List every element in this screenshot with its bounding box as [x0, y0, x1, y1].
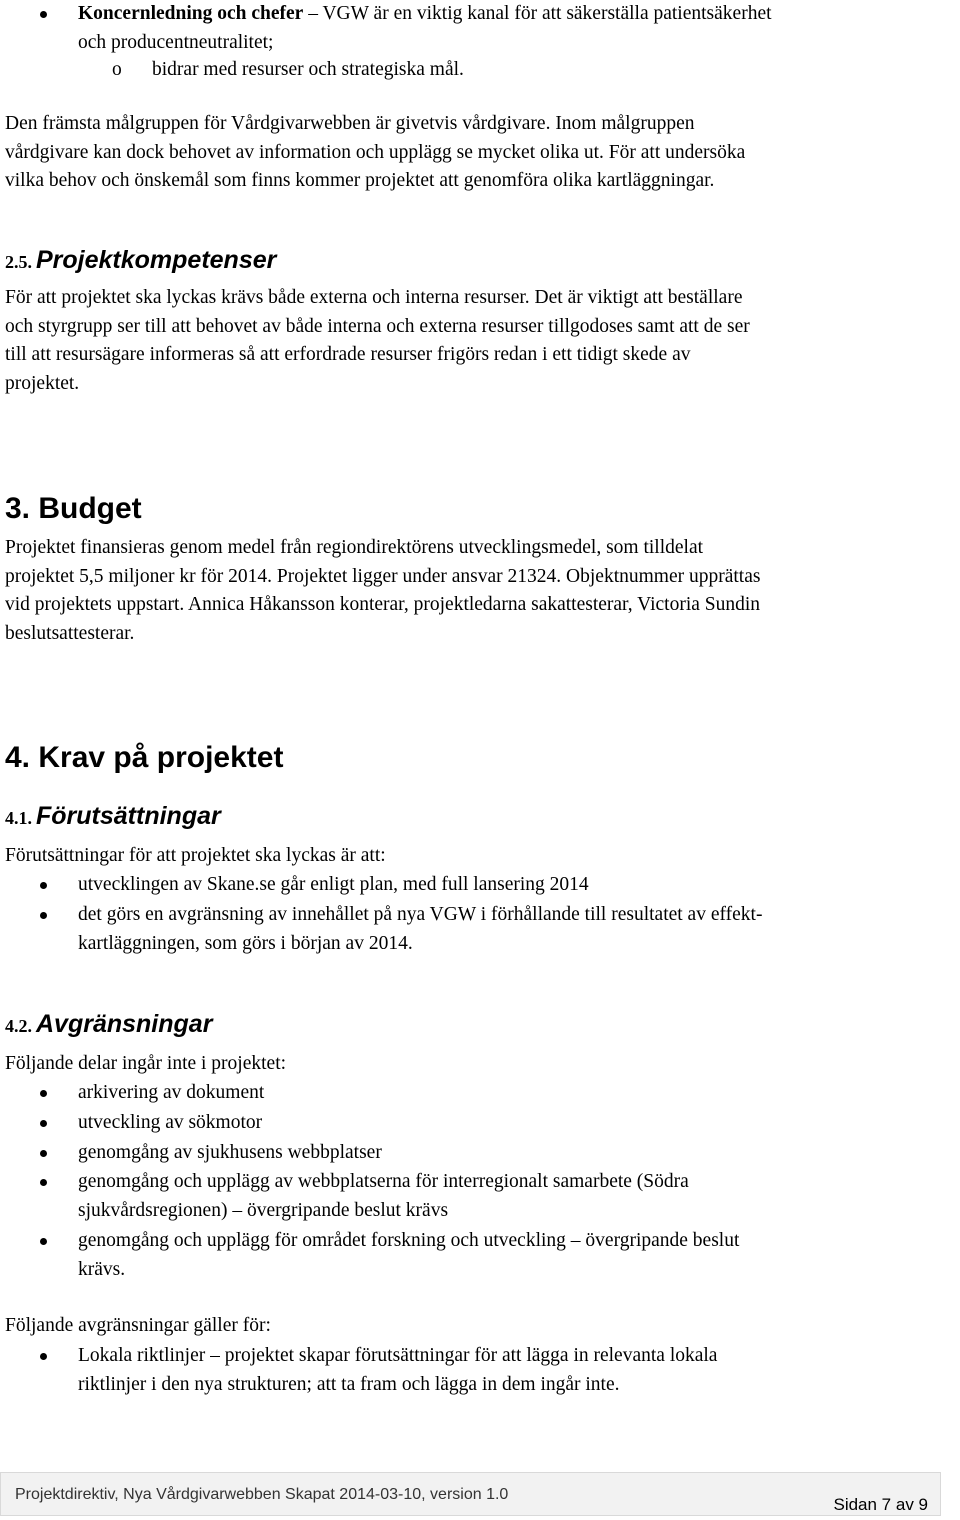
paragraph-line: Den främsta målgruppen för Vårdgivarwebben är givetvis vårdgivare. Inom målgruppen [5, 113, 695, 134]
section-heading-3: 3. Budget [5, 492, 142, 525]
footer-document-info: Projektdirektiv, Nya Vårdgivarwebben Skapat 2014-03-10, version 1.0 [15, 1486, 509, 1503]
bullet-icon [40, 882, 47, 889]
page-footer [0, 1472, 941, 1516]
bullet-text: genomgång och upplägg för området forskning och utveckling – övergripande beslut [78, 1230, 740, 1251]
bullet-text: arkivering av dokument [78, 1082, 265, 1103]
heading-number: 4.2. [5, 1016, 32, 1036]
section-4-2-intro: Följande delar ingår inte i projektet: [5, 1053, 287, 1074]
bullet-icon [40, 1238, 47, 1245]
bullet-icon [40, 1090, 47, 1097]
bullet-text-line2: riktlinjer i den nya strukturen; att ta fram och lägga in dem ingår inte. [78, 1373, 620, 1395]
paragraph-line: beslutsattesterar. [5, 622, 135, 644]
bullet-text-line2: och producentneutralitet; [78, 31, 274, 53]
heading-number: 4.1. [5, 808, 32, 828]
bullet-text: genomgång av sjukhusens webbplatser [78, 1142, 382, 1163]
bullet-icon [40, 1120, 47, 1127]
section-4-2-intro2: Följande avgränsningar gäller för: [5, 1315, 271, 1336]
bullet-text-line2: krävs. [78, 1258, 126, 1280]
bullet-bold-text: Koncernledning och chefer [78, 3, 304, 24]
bullet-text-line2: kartläggningen, som görs i början av 2014. [78, 932, 413, 954]
paragraph-line: vilka behov och önskemål som finns kommer projektet att genomföra olika kartläggningar. [5, 170, 715, 192]
section-3-paragraph [5, 534, 955, 648]
footer-page-number: Sidan 7 av 9 [833, 1495, 928, 1514]
sub-bullet-text: bidrar med resurser och strategiska mål. [152, 59, 464, 80]
paragraph-line: projektet 5,5 miljoner kr för 2014. Projektet ligger under ansvar 21324. Objektnummer upprättas [5, 565, 761, 587]
bullet-text: det görs en avgränsning av innehållet på nya VGW i förhållande till resultatet av effekt- [78, 904, 763, 925]
paragraph-line: projektet. [5, 372, 80, 394]
section-heading-4: 4. Krav på projektet [5, 741, 284, 774]
section-heading-4-2 [5, 1010, 212, 1039]
bullet-text: Lokala riktlinjer – projektet skapar förutsättningar för att lägga in relevanta lokala [78, 1345, 718, 1366]
section-heading-2-5 [5, 246, 276, 275]
bullet-text-line2: sjukvårdsregionen) – övergripande beslut krävs [78, 1199, 449, 1221]
paragraph-line: och styrgrupp ser till att behovet av både interna och externa resurser tillgodoses samt att de ser [5, 315, 750, 337]
section-4-1-intro: Förutsättningar för att projektet ska lyckas är att: [5, 845, 386, 866]
bullet-icon [40, 1150, 47, 1157]
intro-paragraph [5, 110, 955, 196]
paragraph-line: vårdgivare kan dock behovet av information och upplägg se mycket olika ut. För att undersöka [5, 141, 746, 163]
bullet-icon [40, 912, 47, 919]
paragraph-line: Projektet finansieras genom medel från regiondirektörens utvecklingsmedel, som tilldelat [5, 537, 704, 558]
heading-title: Förutsättningar [36, 802, 221, 830]
sub-bullet-marker: o [112, 59, 122, 80]
section-2-5-paragraph [5, 284, 955, 398]
bullet-icon [40, 1179, 47, 1186]
bullet-icon [40, 11, 47, 18]
paragraph-line: För att projektet ska lyckas krävs både externa och interna resurser. Det är viktigt att beställare [5, 287, 743, 308]
heading-title: Avgränsningar [36, 1010, 213, 1038]
section-heading-4-1 [5, 802, 221, 831]
bullet-text: – VGW är en viktig kanal för att säkerställa patientsäkerhet [303, 3, 772, 24]
paragraph-line: till att resursägare informeras så att erfordrade resurser frigörs redan i ett tidigt skede av [5, 344, 691, 366]
bullet-text: genomgång och upplägg av webbplatserna för interregionalt samarbete (Södra [78, 1171, 689, 1192]
bullet-text: utvecklingen av Skane.se går enligt plan, med full lansering 2014 [78, 874, 589, 895]
paragraph-line: vid projektets uppstart. Annica Håkansson konterar, projektledarna sakattesterar, Victoria Sundin [5, 594, 761, 616]
bullet-text: utveckling av sökmotor [78, 1112, 263, 1133]
heading-number: 2.5. [5, 252, 32, 272]
bullet-icon [40, 1353, 47, 1360]
heading-title: Projektkompetenser [36, 246, 277, 274]
